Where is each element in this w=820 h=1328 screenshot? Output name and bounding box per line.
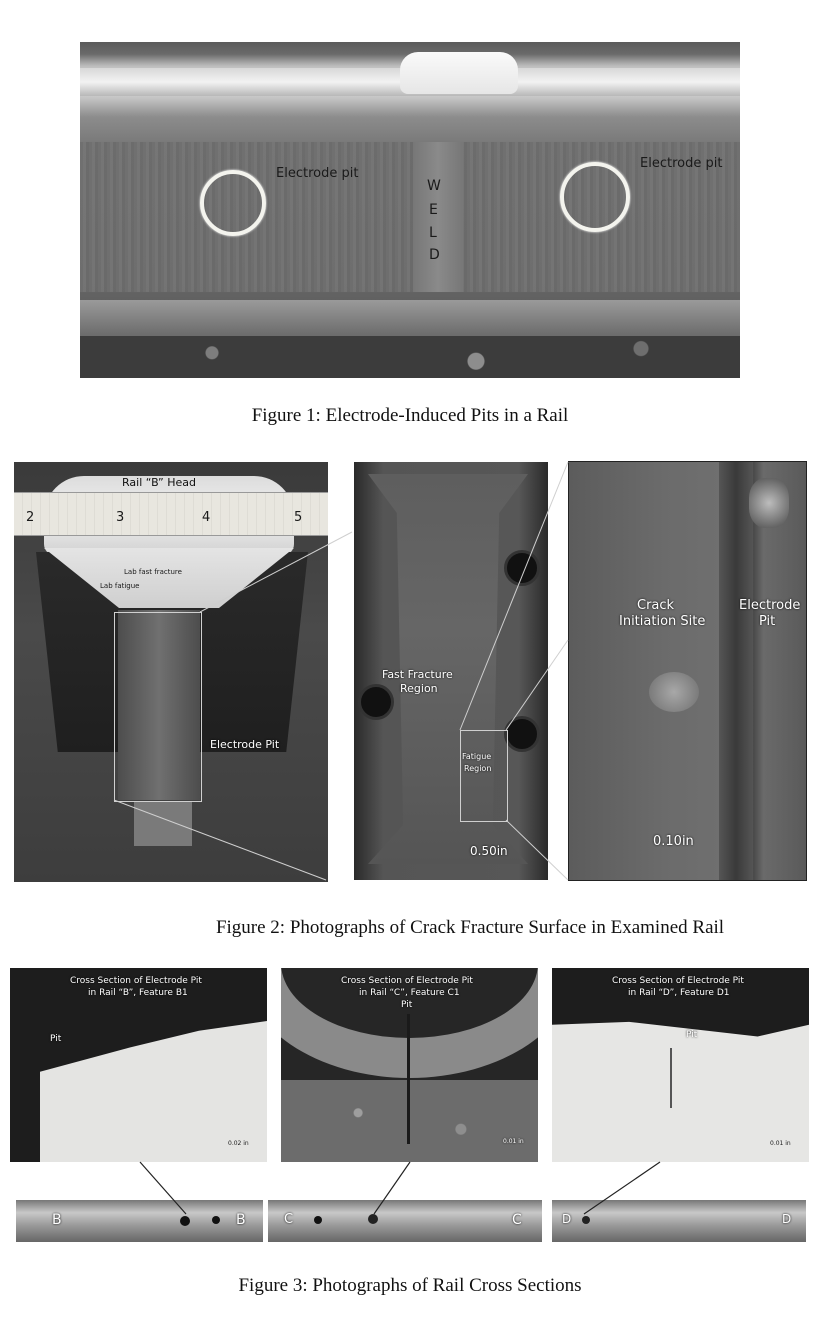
bolt-hole-2	[358, 684, 394, 720]
figure3-panel-c	[281, 968, 538, 1162]
hole-c2	[368, 1214, 378, 1224]
rail-letter-c-left: C	[284, 1212, 294, 1227]
zoom-rectangle	[114, 612, 202, 802]
figure2-rail-head-photo	[14, 462, 328, 882]
crack-zone	[719, 462, 753, 881]
ruler-number-3: 3	[116, 510, 125, 525]
ruler	[14, 492, 328, 536]
rail-clamp	[400, 52, 518, 94]
lab-fast-fracture-label: Lab fast fracture	[124, 568, 182, 576]
panel-c-title-2: in Rail “C”, Feature C1	[359, 988, 460, 998]
fatigue-label-1: Fatigue	[462, 752, 492, 761]
panel-d-scale: 0.01 in	[770, 1140, 791, 1147]
ballast	[80, 336, 740, 378]
panel-d-title-1: Cross Section of Electrode Pit	[612, 976, 744, 986]
hole-b1	[180, 1216, 190, 1226]
rail-strip-c	[268, 1200, 542, 1242]
pit-label-left: Electrode pit	[276, 166, 359, 181]
panel-b-title-2: in Rail “B”, Feature B1	[88, 988, 188, 998]
crack-line-c	[407, 1014, 410, 1144]
figure3-panel-b	[10, 968, 267, 1162]
panel-b-title-1: Cross Section of Electrode Pit	[70, 976, 202, 986]
rail-base	[80, 300, 740, 336]
electrode-pit-zoom-label-2: Pit	[759, 614, 776, 629]
rail-head-label: Rail “B” Head	[122, 476, 197, 489]
figure3-panel-d	[552, 968, 809, 1162]
bolt-hole-3	[504, 716, 540, 752]
panel-c-title-1: Cross Section of Electrode Pit	[341, 976, 473, 986]
crack-line-d	[670, 1048, 672, 1108]
rail-letter-b-left: B	[52, 1212, 62, 1228]
fatigue-box	[460, 730, 508, 822]
figure2-caption: Figure 2: Photographs of Crack Fracture Surface in Examined Rail	[215, 917, 725, 938]
fast-fracture-label-2: Region	[400, 682, 438, 695]
weld-letter-e: E	[429, 202, 438, 218]
ruler-number-4: 4	[202, 510, 211, 525]
panel-c-scale: 0.01 in	[503, 1138, 524, 1145]
crack-initiation-label-1: Crack	[637, 598, 675, 613]
rail-strip-d	[552, 1200, 806, 1242]
pit-label-right: Electrode pit	[640, 156, 723, 171]
rail-strip-b	[16, 1200, 263, 1242]
weld-band	[413, 142, 463, 292]
figure2-zoom-photo	[568, 461, 807, 881]
weld-letter-l: L	[429, 225, 437, 241]
crack-initiation-label-2: Initiation Site	[619, 614, 706, 629]
hole-d1	[582, 1216, 590, 1224]
hole-b2	[212, 1216, 220, 1224]
panel-d-title-2: in Rail “D”, Feature D1	[628, 988, 730, 998]
pit-circle-right	[560, 162, 630, 232]
figure1-rail-photo	[80, 42, 740, 378]
hole-c1	[314, 1216, 322, 1224]
fatigue-label-2: Region	[464, 764, 492, 773]
pit-circle-left	[200, 170, 266, 236]
rail-letter-d-left: D	[562, 1212, 572, 1226]
ruler-number-2: 2	[26, 510, 35, 525]
specimen-surface-b	[40, 998, 267, 1162]
rail-letter-c-right: C	[512, 1212, 522, 1228]
figure2-fracture-surface-photo	[354, 462, 548, 880]
weld-letter-w: W	[427, 178, 441, 194]
scale-mid-label: 0.50in	[470, 844, 508, 858]
rail-letter-d-right: D	[782, 1212, 792, 1226]
figure1-caption: Figure 1: Electrode-Induced Pits in a Rail	[251, 405, 569, 426]
rail-letter-b-right: B	[236, 1212, 246, 1228]
ruler-number-5: 5	[294, 510, 303, 525]
pit-nodule	[749, 478, 789, 528]
panel-d-pit: Pit	[686, 1030, 698, 1040]
panel-c-pit: Pit	[401, 1000, 413, 1010]
fast-fracture-label-1: Fast Fracture	[382, 668, 453, 681]
rail-foot-block	[134, 802, 192, 846]
panel-b-pit: Pit	[50, 1034, 62, 1044]
lab-fatigue-label: Lab fatigue	[100, 582, 140, 590]
scale-zoom-label: 0.10in	[653, 834, 694, 849]
bright-inclusion	[649, 672, 699, 712]
weld-letter-d: D	[429, 247, 440, 263]
electrode-pit-zoom-label-1: Electrode	[739, 598, 801, 613]
bolt-hole-1	[504, 550, 540, 586]
panel-b-scale: 0.02 in	[228, 1140, 249, 1147]
figure3-caption: Figure 3: Photographs of Rail Cross Sections	[238, 1275, 582, 1296]
electrode-pit-label: Electrode Pit	[210, 738, 280, 751]
